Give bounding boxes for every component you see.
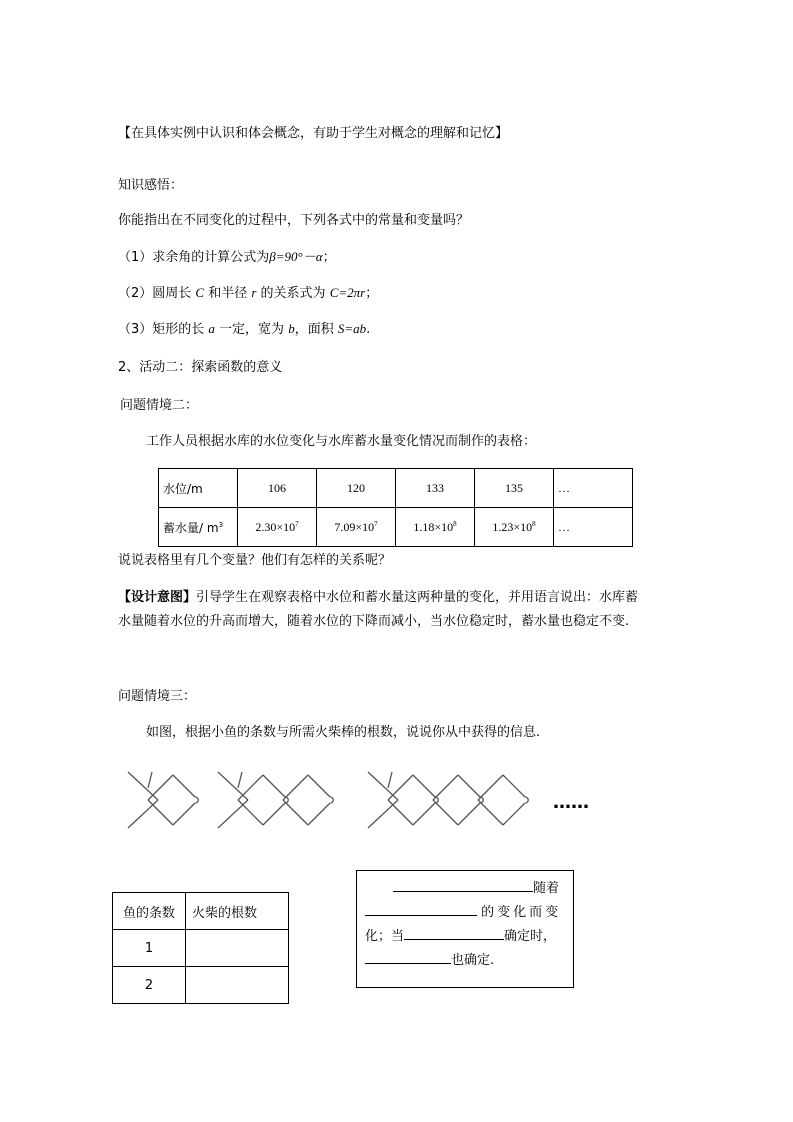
item-3-v2: b [288, 321, 295, 336]
scenario-2-desc: 工作人员根据水库的水位变化与水库蓄水量变化情况而制作的表格： [146, 434, 537, 449]
scenario-3-desc: 如图，根据小鱼的条数与所需火柴棒的根数，说说你从中获得的信息. [146, 725, 541, 740]
fill-line-4 [365, 949, 565, 973]
blank-4[interactable] [365, 949, 451, 964]
volume-exp: 7 [374, 519, 378, 528]
question-text: 你能指出在不同变化的过程中，下列各式中的常量和变量吗？ [118, 213, 470, 228]
fill-text-2: 的变化而变 [481, 905, 562, 920]
item-2-v1: C [195, 285, 205, 300]
fish-count-cell: 1 [113, 930, 186, 967]
fish-count-table [112, 892, 289, 1004]
volume-cell [475, 508, 554, 547]
fill-text-3: 化；当 [365, 929, 405, 944]
intro-note: 【在具体实例中认识和体会概念，有助于学生对概念的理解和记忆】 [118, 126, 509, 141]
ellipsis-cell: … [554, 508, 633, 547]
water-level-header: 水位/m [159, 469, 238, 508]
level-cell: 135 [475, 469, 554, 508]
volume-cell [317, 508, 396, 547]
volume-cell [238, 508, 317, 547]
volume-exp: 8 [532, 519, 536, 528]
design-text-1: 引导学生在观察表格中水位和蓄水量这两种量的变化，并用语言说出：水库蓄 [196, 590, 639, 605]
fill-in-box [356, 870, 574, 988]
level-cell: 106 [238, 469, 317, 508]
fill-text-5: 也确定. [451, 953, 495, 968]
ellipsis-cell: … [554, 469, 633, 508]
item-1-formula: β=90°－α [269, 249, 323, 264]
activity-2-heading: 2、活动二：探索函数的意义 [118, 360, 283, 375]
item-3-post: . [366, 322, 371, 337]
fish-group-3 [368, 772, 528, 828]
item-3-mid2: ，面积 [294, 322, 338, 337]
volume-cell [396, 508, 475, 547]
volume-exp: 8 [453, 519, 457, 528]
fill-line-2 [365, 901, 565, 925]
fish-count-cell: 2 [113, 967, 186, 1004]
item-3-v1: a [208, 321, 215, 336]
reservoir-table [158, 468, 633, 547]
item-1-pre: 求余角的计算公式为 [152, 250, 270, 265]
item-1 [118, 249, 336, 266]
blank-3[interactable] [404, 925, 504, 940]
table-question: 说说表格里有几个变量？他们有怎样的关系呢？ [118, 553, 392, 568]
fill-text-1: 随着 [533, 881, 560, 896]
table-row [159, 508, 633, 547]
item-3-num: （3） [118, 322, 153, 337]
volume-base: 1.23×10 [492, 519, 533, 534]
table-row [113, 967, 289, 1004]
item-2-post: ； [365, 286, 379, 301]
blank-1[interactable] [393, 877, 533, 892]
scenario-2-title: 问题情境二： [120, 398, 199, 413]
item-3 [118, 321, 370, 338]
item-3-formula: S=ab [337, 321, 367, 336]
volume-base: 1.18×10 [413, 519, 454, 534]
match-count-cell[interactable] [186, 930, 289, 967]
item-1-num: （1） [118, 250, 153, 265]
fish-ellipsis: …… [553, 792, 589, 813]
item-3-mid1: 一定，宽为 [214, 322, 289, 337]
table-row [113, 930, 289, 967]
fish-count-header: 鱼的条数 [113, 893, 186, 930]
storage-header-text: 蓄水量/ m [163, 520, 219, 535]
table-row [159, 469, 633, 508]
blank-2[interactable] [365, 901, 477, 916]
storage-header [159, 508, 238, 547]
storage-header-sup: 3 [218, 520, 224, 529]
volume-exp: 7 [295, 519, 299, 528]
match-count-cell[interactable] [186, 967, 289, 1004]
design-label: 【设计意图】 [118, 590, 197, 605]
item-2-num: （2） [118, 286, 153, 301]
fill-text-4: 确定时， [504, 929, 557, 944]
item-2-mid2: 的关系式为 [256, 286, 330, 301]
item-2-pre: 圆周长 [152, 286, 196, 301]
design-intent-2: 水量随着水位的升高而增大，随着水位的下降而减小，当水位稳定时，蓄水量也稳定不变. [118, 614, 630, 629]
design-intent-1 [118, 590, 638, 606]
fill-line-1 [365, 877, 565, 901]
fish-group-2 [218, 772, 333, 828]
scenario-3-title: 问题情境三： [118, 689, 197, 704]
item-3-pre: 矩形的长 [152, 322, 209, 337]
match-count-header: 火柴的根数 [186, 893, 289, 930]
fill-line-3 [365, 925, 565, 949]
matchstick-fish-figure [118, 760, 608, 844]
level-cell: 120 [317, 469, 396, 508]
item-2-mid1: 和半径 [204, 286, 252, 301]
fish-group-1 [128, 772, 198, 828]
item-2-formula: C=2πr [329, 285, 366, 300]
volume-base: 7.09×10 [334, 519, 375, 534]
knowledge-title: 知识感悟： [118, 178, 184, 193]
level-cell: 133 [396, 469, 475, 508]
table-row [113, 893, 289, 930]
volume-base: 2.30×10 [255, 519, 296, 534]
item-1-post: ； [322, 250, 336, 265]
item-2 [118, 285, 378, 302]
item-2-v2: r [251, 285, 257, 300]
